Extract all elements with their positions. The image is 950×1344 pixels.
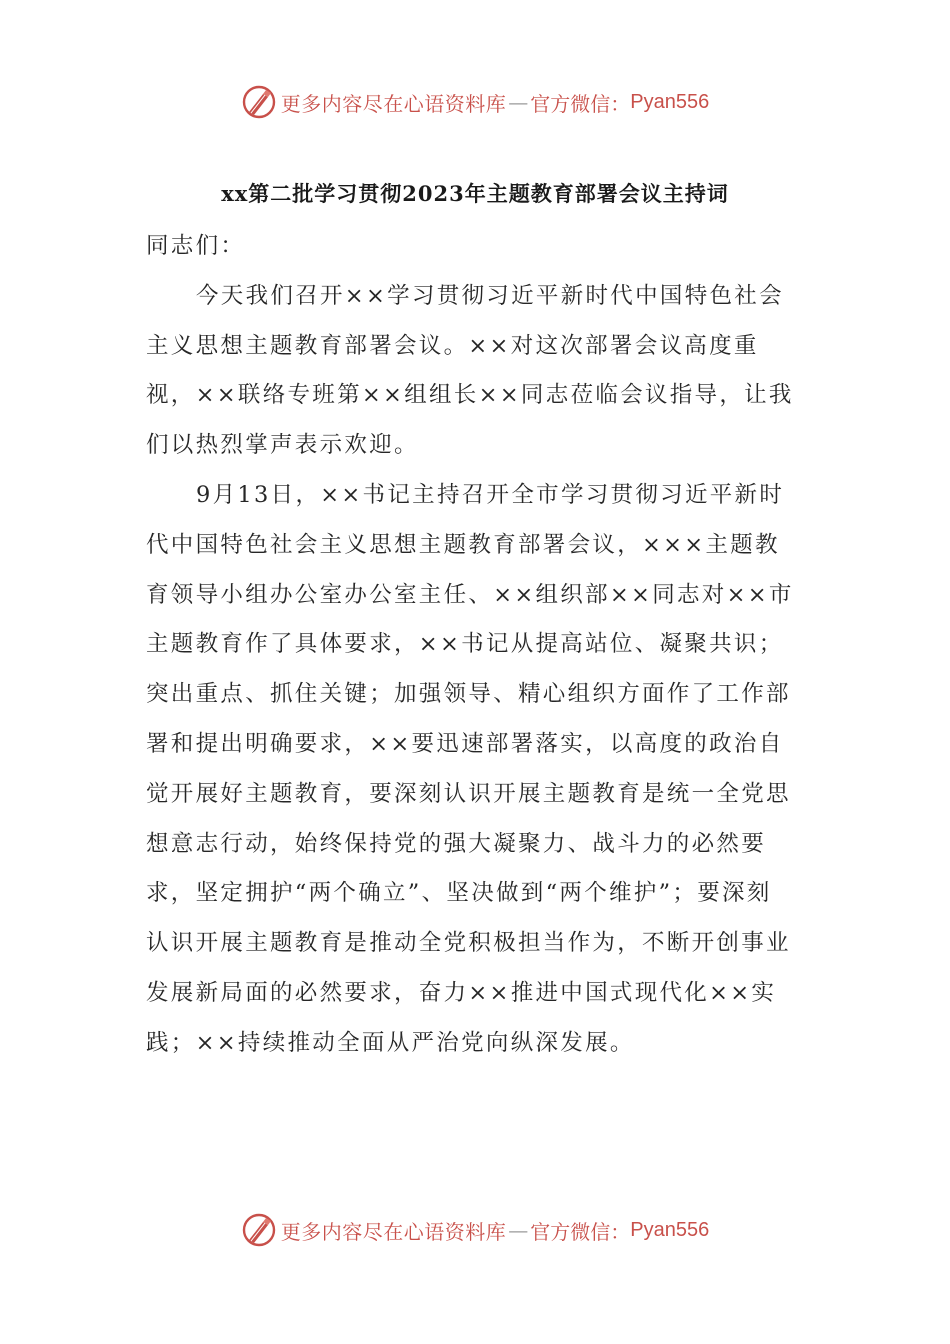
banner-separator: —: [508, 1218, 529, 1242]
document-body: [146, 222, 796, 1069]
paragraph-1: 今天我们召开××学习贯彻习近平新时代中国特色社会主义思想主题教育部署会议。××对这次部署会议高度重视，××联络专班第××组组长××同志莅临会议指导，让我们以热烈掌声表示欢迎。: [146, 282, 794, 459]
salutation: 同志们：: [146, 233, 246, 259]
banner-wechat-id: Pyan556: [630, 90, 710, 113]
banner-slogan: 更多内容尽在心语资料库: [280, 91, 507, 116]
banner-wechat-label: 官方微信：: [530, 91, 631, 116]
document-title: xx第二批学习贯彻2023年主题教育部署会议主持词: [221, 181, 729, 206]
banner-wechat-id: Pyan556: [630, 1218, 710, 1241]
footer-watermark-banner: [0, 1210, 950, 1250]
paragraph-2: 9月13日，××书记主持召开全市学习贯彻习近平新时代中国特色社会主义思想主题教育部署会议，×××主题教育领导小组办公室办公室主任、××组织部××同志对××市主题教育作了具体要求，××书记从提高站位、凝聚共识；突出重点、抓住关键；加强领导、精心组织方面作了工作部署和提出明确要求，××要迅速部署落实，以高度的政治自觉开展好主题教育，要深刻认识开展主题教育是统一全党思想意志行动，始终保持党的强大凝聚力、战斗力的必然要求，坚定拥护“两个确立”、坚决做到“两个维护”；要深刻认识开展主题教育是推动全党积极担当作为，不断开创事业发展新局面的必然要求，奋力××推进中国式现代化××实践；××持续推动全面从严治党向纵深发展。: [146, 481, 794, 1056]
banner-wechat-label: 官方微信：: [530, 1219, 631, 1244]
banner-separator: —: [508, 90, 529, 114]
header-watermark-banner: [0, 82, 950, 122]
pen-nib-logo-icon: [241, 84, 277, 120]
pen-nib-logo-icon: [241, 1212, 277, 1248]
banner-slogan: 更多内容尽在心语资料库: [280, 1219, 507, 1244]
